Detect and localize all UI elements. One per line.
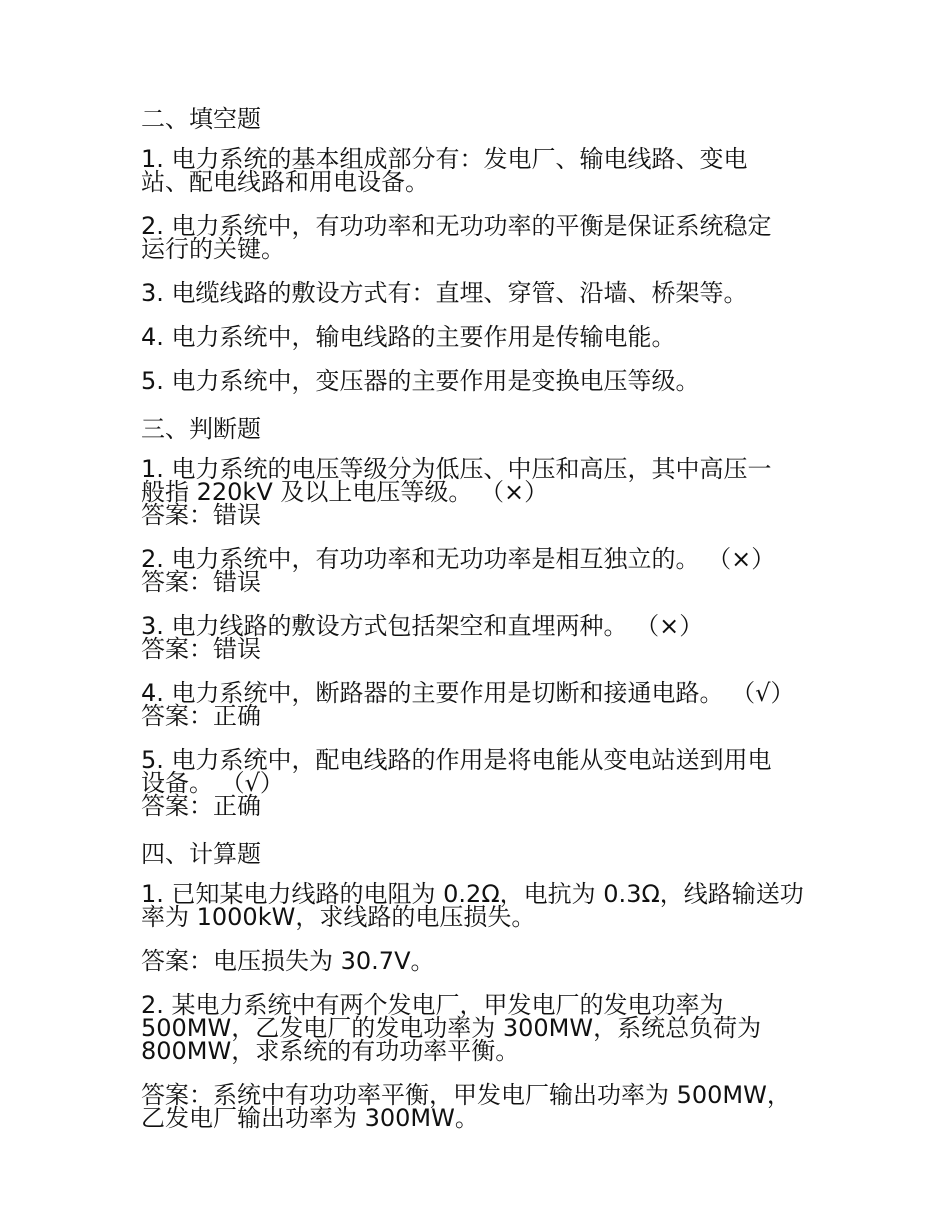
section-heading-fill-in: 二、填空题 [141,105,261,133]
document-content [141,104,831,1151]
question-line: 5. 电力系统中，变压器的主要作用是变换电压等级。 [141,367,700,395]
answer-line: 答案：错误 [141,501,261,529]
question-line: 4. 电力系统中，断路器的主要作用是切断和接通电路。 （√） [141,679,795,707]
question-item [141,323,831,351]
question-item [141,545,831,596]
question-line: 1. 电力系统的基本组成部分有：发电厂、输电线路、变电 [141,145,748,173]
section-heading-true-false: 三、判断题 [141,415,261,443]
question-line: 2. 某电力系统中有两个发电厂，甲发电厂的发电功率为 [141,991,724,1019]
answer-line: 答案：电压损失为 30.7V。 [141,947,435,975]
question-item [141,880,831,931]
answer-line: 乙发电厂输出功率为 300MW。 [141,1104,479,1132]
question-line: 500MW，乙发电厂的发电功率为 300MW，系统总负荷为 [141,1014,762,1042]
question-item [141,212,831,263]
question-item [141,679,831,730]
question-line: 5. 电力系统中，配电线路的作用是将电能从变电站送到用电 [141,746,772,774]
answer-line: 答案：错误 [141,635,261,663]
question-line: 1. 电力系统的电压等级分为低压、中压和高压，其中高压一 [141,455,772,483]
answer-line: 答案：正确 [141,792,261,820]
answer-line: 答案：错误 [141,568,261,596]
question-item [141,746,831,820]
question-line: 2. 电力系统中，有功功率和无功功率的平衡是保证系统稳定 [141,212,772,240]
question-item [141,367,831,395]
question-item [141,145,831,196]
answer-item [141,947,831,975]
question-item [141,612,831,663]
question-line: 3. 电力线路的敷设方式包括架空和直埋两种。 （×） [141,612,704,640]
question-line: 800MW，求系统的有功功率平衡。 [141,1037,520,1065]
answer-line: 答案：系统中有功功率平衡，甲发电厂输出功率为 500MW， [141,1081,791,1109]
question-line: 运行的关键。 [141,235,285,263]
section-heading-calculation: 四、计算题 [141,840,261,868]
question-item [141,455,831,529]
question-line: 般指 220kV 及以上电压等级。 （×） [141,478,549,506]
question-item [141,279,831,307]
question-line: 4. 电力系统中，输电线路的主要作用是传输电能。 [141,323,676,351]
question-line: 3. 电缆线路的敷设方式有：直埋、穿管、沿墙、桥架等。 [141,279,748,307]
answer-item [141,1081,831,1132]
question-line: 站、配电线路和用电设备。 [141,168,429,196]
answer-line: 答案：正确 [141,702,261,730]
question-item [141,991,831,1065]
question-line: 率为 1000kW，求线路的电压损失。 [141,903,536,931]
question-line: 2. 电力系统中，有功功率和无功功率是相互独立的。 （×） [141,545,776,573]
question-line: 1. 已知某电力线路的电阻为 0.2Ω，电抗为 0.3Ω，线路输送功 [141,880,804,908]
question-line: 设备。 （√） [141,769,284,797]
